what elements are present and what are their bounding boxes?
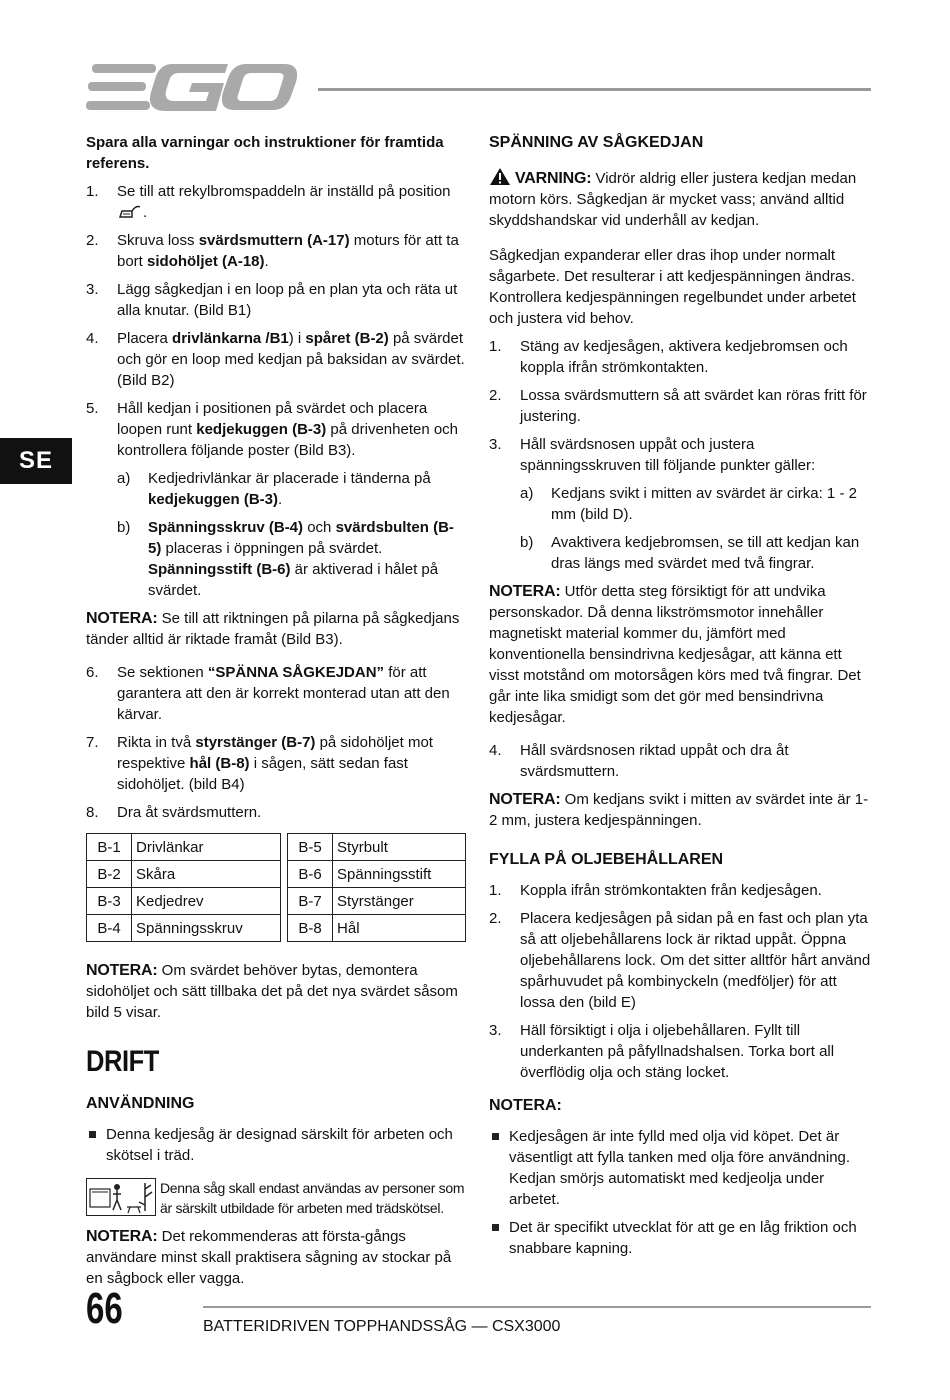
list-item: 1. Se till att rekylbromspaddeln är inställd på position . <box>86 183 451 221</box>
table-row: B-2 Skåra B-6 Spänningsstift <box>87 861 466 888</box>
list-item: 3. Håll svärdsnosen uppåt och justera spänningsskruven till följande punkter gäller: a) Kedjans svikt i mitten av svärdet är cirka: 1 - 2 mm (bild D). b) Avaktivera kedjebromsen, se till att kedjan kan dras längs med svärdet med två fingrar. <box>489 434 871 574</box>
list-item: 5. Håll kedjan i positionen på svärdet och placera loopen runt kedjekuggen (B-3) på drivenheten och kontrollera följande poster (Bild B3). a) Kedjedrivlänkar är placerade i tänderna på kedjekuggen (B-3). b) Spänningsskruv (B-4) och svärdsbulten (B-5) placeras i öppningen på svärdet. Spänningsstift (B-6) är aktiverad i hålet på svärdet. <box>86 398 466 601</box>
chain-brake-position-icon <box>117 202 143 220</box>
tension-paragraph: Sågkedjan expanderar eller dras ihop under normalt sågarbete. Det resulterar i att kedjespänningen ändras. Kontrollera kedjespänningen regelbundet under arbetet och justera vid behov. <box>489 247 856 327</box>
tension-step-4 <box>489 740 871 782</box>
table-row: B-3 Kedjedrev B-7 Styrstänger <box>87 888 466 915</box>
section-title-anvandning: ANVÄNDNING <box>86 1095 195 1112</box>
list-item: Kedjesågen är inte fylld med olja vid köpet. Det är väsentligt att fylla tanken med olja före användning. Kedjan smörjs automatiskt med kedjeolja under arbetet. <box>489 1126 871 1210</box>
section-title-drift: DRIFT <box>86 1045 159 1078</box>
note-motor-resistance: NOTERA: Utför detta steg försiktigt för att undvika personskador. Då denna likströmsmotor innehåller magnetiskt material kommer du, jämfört med konventionella bensindrivna kedjesågar, att känna ett visst motstånd om motorsågen körs med två fingrar. Det går inte lika smidigt som det gör med bensindrivna kedjesågar. <box>489 583 861 726</box>
right-column <box>489 132 871 1266</box>
list-item: Denna kedjesåg är designad särskilt för arbeten och skötsel i träd. <box>86 1124 466 1166</box>
table-row: B-4 Spänningsskruv B-8 Hål <box>87 915 466 942</box>
tension-steps <box>489 336 871 574</box>
footer-rule <box>203 1306 871 1308</box>
oil-notes <box>489 1126 871 1259</box>
arborist-training-icon <box>86 1178 156 1216</box>
assembly-steps <box>86 181 466 601</box>
note-bar-replace: NOTERA: Om svärdet behöver bytas, demontera sidohöljet och sätt tillbaka det på det nya svärdet såsom bild 5 visar. <box>86 962 458 1021</box>
list-item: 4. Håll svärdsnosen riktad uppåt och dra åt svärdsmuttern. <box>489 742 789 780</box>
table-row: B-1 Drivlänkar B-5 Styrbult <box>87 834 466 861</box>
list-item: 1. Stäng av kedjesågen, aktivera kedjebromsen och koppla ifrån strömkontakten. <box>489 338 848 376</box>
section-title-olja: FYLLA PÅ OLJEBEHÅLLAREN <box>489 851 724 868</box>
list-item: b) Avaktivera kedjebromsen, se till att kedjan kan dras längs med svärdet med två fingrar. <box>520 534 860 572</box>
parts-table <box>86 833 466 942</box>
sub-steps <box>520 483 871 574</box>
arborist-warning: Denna såg skall endast användas av personer som är särskilt utbildade för arbeten med trädskötsel. <box>86 1178 466 1218</box>
list-item: 3. Häll försiktigt i olja i oljebehållaren. Fyllt till underkanten på påfyllnadshalsen. Torka bort all överflödig olja och stäng locket. <box>489 1022 835 1081</box>
note-beginners: NOTERA: Det rekommenderas att första-gångs användare minst skall praktisera sågning av stockar på en sågbock eller vagga. <box>86 1228 452 1287</box>
list-item: a) Kedjans svikt i mitten av svärdet är cirka: 1 - 2 mm (bild D). <box>520 485 857 523</box>
list-item: 2. Skruva loss svärdsmuttern (A-17) moturs för att ta bort sidohöljet (A-18). <box>86 232 459 270</box>
logo-text: EGO <box>86 62 89 63</box>
usage-bullets <box>86 1124 466 1166</box>
section-title-notera: NOTERA: <box>489 1097 562 1114</box>
list-item: 4. Placera drivlänkarna /B1) i spåret (B-2) på svärdet och gör en loop med kedjan på baksidan av svärdet. (Bild B2) <box>86 330 465 389</box>
list-item: 7. Rikta in två styrstänger (B-7) på sidohöljet mot respektive hål (B-8) i sågen, sätt sedan fast sidohöljet. (bild B4) <box>86 734 433 793</box>
oil-steps <box>489 880 871 1083</box>
list-item: a) Kedjedrivlänkar är placerade i tänderna på kedjekuggen (B-3). <box>117 470 431 508</box>
warning-icon <box>489 167 511 186</box>
footer-product-title: BATTERIDRIVEN TOPPHANDSSÅG — CSX3000 <box>203 1318 561 1335</box>
list-item: b) Spänningsskruv (B-4) och svärdsbulten (B-5) placeras i öppningen på svärdet. Spänningsstift (B-6) är aktiverad i hålet på svärdet. <box>117 519 454 599</box>
page-number: 66 <box>86 1284 123 1333</box>
section-title-spanning: SPÄNNING AV SÅGKEDJAN <box>489 134 704 151</box>
sub-steps <box>117 468 466 601</box>
list-item: 3. Lägg sågkedjan i en loop på en plan yta och räta ut alla knutar. (Bild B1) <box>86 281 458 319</box>
header-rule <box>318 88 871 91</box>
list-item: 2. Placera kedjesågen på sidan på en fast och plan yta så att oljebehållarens lock är riktad uppåt. Öppna oljebehållarens lock. Om det sitter alltför hårt använd spårhuvudet på kombinyckeln (medföljer) för att lossa den (bild E) <box>489 910 871 1011</box>
list-item: 8. Dra åt svärdsmuttern. <box>86 804 262 821</box>
left-column <box>86 132 466 1296</box>
warning-block: VARNING: Vidrör aldrig eller justera kedjan medan motorn körs. Sågkedjan är mycket vass; använd alltid skyddshandskar vid underhåll av kedjan. <box>489 167 871 231</box>
list-item: 1. Koppla ifrån strömkontakten från kedjesågen. <box>489 882 822 899</box>
note-arrows: NOTERA: Se till att riktningen på pilarna på sågkedjans tänder alltid är riktade framåt (Bild B3). <box>86 610 460 648</box>
note-sag: NOTERA: Om kedjans svikt i mitten av svärdet inte är 1-2 mm, justera kedjespänningen. <box>489 791 869 829</box>
assembly-steps-continued <box>86 662 466 823</box>
language-tab: SE <box>0 438 72 484</box>
ego-logo <box>86 62 300 114</box>
list-item: Det är specifikt utvecklat för att ge en låg friktion och snabbare kapning. <box>489 1217 871 1259</box>
list-item: 6. Se sektionen “SPÄNNA SÅGKEJDAN” för att garantera att den är korrekt monterad utan att den kärvar. <box>86 664 450 723</box>
intro-text: Spara alla varningar och instruktioner för framtida referens. <box>86 134 444 172</box>
list-item: 2. Lossa svärdsmuttern så att svärdet kan röras fritt för justering. <box>489 387 867 425</box>
